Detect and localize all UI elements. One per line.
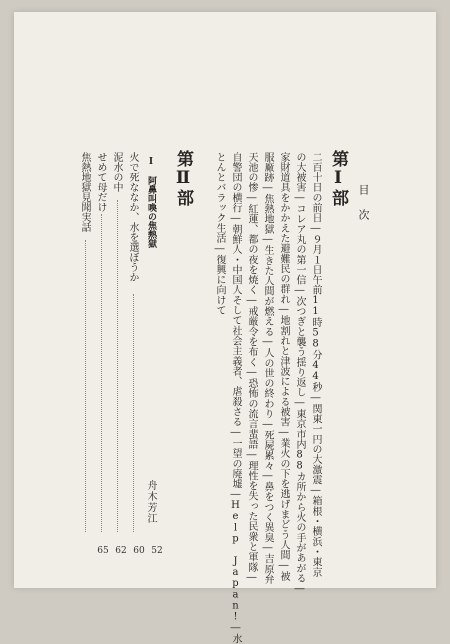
part-1-line: 自警団の横行―朝鮮人・中国人そして社会主義者、虐殺さる―一望の廃墟―Help Japan!―水 xyxy=(230,152,241,644)
part-2-heading: 第Ⅱ部 xyxy=(173,150,193,207)
part-1-line: とんとバラック生活―復興に向けて xyxy=(214,152,225,316)
page-number: 52 xyxy=(151,546,163,556)
part-1-heading: 第Ⅰ部 xyxy=(328,150,348,207)
toc-entry-title: せめて母だけ xyxy=(95,152,106,212)
toc-entry-title: 焦熱地獄見聞実話 xyxy=(79,152,90,232)
page-number: 65 xyxy=(97,546,109,556)
part-1-line: 服廠跡―焦熱地獄―生きた人間が燃える―人の世の終わり―死屍累々―鼻をつく異臭―吉原弁 xyxy=(262,152,273,585)
part-1-line: 家財道具をかかえた避難民の群れ―地割れと津波による被害―業火の下を逃げまどう人間―被 xyxy=(278,152,289,582)
section-label: Ⅰ 阿鼻叫喚の焦熱獄 xyxy=(146,157,156,248)
dot-leader xyxy=(85,240,86,532)
dot-leader xyxy=(133,294,134,532)
dot-leader xyxy=(117,200,118,532)
toc-entry-author: 舟木芳江 xyxy=(145,480,156,524)
part-1-line: 天池の惨―紅蓮、都の夜を焼く―戒厳令を布く―恐怖の流言蜚語―理性を失った民衆と軍隊― xyxy=(246,152,257,584)
part-1-line: 二百十日の前日―９月１日午前11時58分44秒―関東一円の大激震―箱根・横浜・東京 xyxy=(310,152,321,578)
toc-entry-title: 火で死ななか、水を選ぼうか xyxy=(127,152,138,282)
page-number: 62 xyxy=(115,546,127,556)
part-1-line: の大被害―コレア丸の第一信―次つぎと襲う揺り返し―東京市内88カ所から火の手があがる― xyxy=(294,152,305,595)
toc-title: 目次 xyxy=(357,184,370,234)
page-number: 60 xyxy=(133,546,145,556)
page-numbers xyxy=(94,546,166,556)
dot-leader xyxy=(101,214,102,532)
toc-entry-title: 泥水の中 xyxy=(111,152,122,192)
book-page xyxy=(14,12,436,644)
